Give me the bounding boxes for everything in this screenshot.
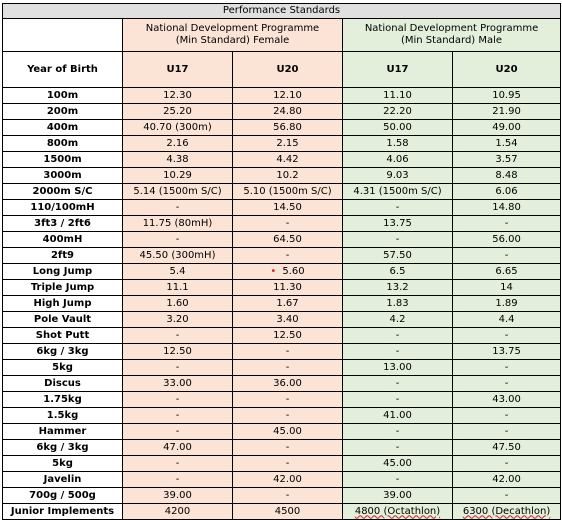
table-row (3, 136, 561, 152)
year-of-birth-label: Year of Birth (3, 52, 123, 88)
male-u17-cell: 45.00 (343, 456, 453, 472)
male-u20-cell (453, 504, 561, 520)
female-u17-cell: 5.14 (1500m S/C) (123, 184, 233, 200)
event-name-cell: 3ft3 / 2ft6 (3, 216, 123, 232)
female-u17-cell: 39.00 (123, 488, 233, 504)
female-u20-cell: - (233, 408, 343, 424)
event-name-cell: 6kg / 3kg (3, 344, 123, 360)
table-row (3, 296, 561, 312)
male-u20-cell: 14 (453, 280, 561, 296)
performance-standards-table (2, 3, 561, 520)
male-u17-cell: - (343, 344, 453, 360)
table-row (3, 104, 561, 120)
female-u20-cell: - (233, 392, 343, 408)
event-name-cell: 1500m (3, 152, 123, 168)
male-u20-cell: 42.00 (453, 472, 561, 488)
female-u17-cell: 47.00 (123, 440, 233, 456)
female-u17-cell: - (123, 360, 233, 376)
female-u17-cell: 4200 (123, 504, 233, 520)
female-u20-cell (233, 264, 343, 280)
male-u20-cell: 1.54 (453, 136, 561, 152)
female-u20-cell: - (233, 440, 343, 456)
male-u20-cell: - (453, 376, 561, 392)
programme-header-row (3, 19, 561, 52)
table-row (3, 376, 561, 392)
table-row (3, 152, 561, 168)
female-u20-cell: 5.10 (1500m S/C) (233, 184, 343, 200)
table-body (3, 4, 561, 520)
male-u17-cell: 41.00 (343, 408, 453, 424)
male-u17-cell: - (343, 424, 453, 440)
table-row (3, 312, 561, 328)
event-name-cell: 6kg / 3kg (3, 440, 123, 456)
female-u17-cell: 5.4 (123, 264, 233, 280)
table-row (3, 408, 561, 424)
table-row (3, 360, 561, 376)
male-u17-cell: 22.20 (343, 104, 453, 120)
male-u20-cell: 4.4 (453, 312, 561, 328)
male-u17-cell (343, 504, 453, 520)
male-header-line1: National Development Programme (364, 23, 539, 34)
male-u17-cell: 1.83 (343, 296, 453, 312)
male-u17-cell: 11.10 (343, 88, 453, 104)
female-programme-header (123, 19, 343, 52)
male-u20-cell: 47.50 (453, 440, 561, 456)
event-name-cell: 3000m (3, 168, 123, 184)
female-u17-cell: 2.16 (123, 136, 233, 152)
cell-value: 5.60 (282, 265, 305, 277)
female-u17-cell: 12.50 (123, 344, 233, 360)
table-row (3, 168, 561, 184)
female-u17-cell: 11.75 (80mH) (123, 216, 233, 232)
male-u20-cell: 49.00 (453, 120, 561, 136)
female-u17-cell: - (123, 472, 233, 488)
event-name-cell: 400m (3, 120, 123, 136)
male-u17-cell: - (343, 440, 453, 456)
male-u20-cell: 10.95 (453, 88, 561, 104)
male-u20-cell: - (453, 360, 561, 376)
female-u17-cell: 10.29 (123, 168, 233, 184)
female-u20-cell: 3.40 (233, 312, 343, 328)
table-row (3, 440, 561, 456)
event-name-cell: Shot Putt (3, 328, 123, 344)
female-u17-cell: 33.00 (123, 376, 233, 392)
female-header-line2: (Min Standard) Female (175, 35, 290, 46)
female-u20-header: U20 (233, 52, 343, 88)
male-u17-cell: 39.00 (343, 488, 453, 504)
event-name-cell: 1.75kg (3, 392, 123, 408)
female-u17-cell: - (123, 328, 233, 344)
female-u20-cell: - (233, 360, 343, 376)
table-row (3, 280, 561, 296)
table-row (3, 216, 561, 232)
female-u20-cell: 2.15 (233, 136, 343, 152)
event-name-cell: 5kg (3, 456, 123, 472)
event-name-cell: 700g / 500g (3, 488, 123, 504)
male-u20-cell: - (453, 424, 561, 440)
male-u20-cell: - (453, 408, 561, 424)
age-header-row (3, 52, 561, 88)
female-u20-cell: - (233, 216, 343, 232)
table-row (3, 456, 561, 472)
male-u17-cell: - (343, 376, 453, 392)
female-u20-cell: - (233, 488, 343, 504)
event-name-cell: 800m (3, 136, 123, 152)
female-u17-cell: - (123, 392, 233, 408)
event-name-cell: Triple Jump (3, 280, 123, 296)
male-u20-cell: 43.00 (453, 392, 561, 408)
female-header-line1: National Development Programme (145, 23, 320, 34)
female-u17-cell: - (123, 424, 233, 440)
male-u20-cell: 14.80 (453, 200, 561, 216)
event-name-cell: 200m (3, 104, 123, 120)
blank-header-cell (3, 19, 123, 52)
table-row (3, 248, 561, 264)
table-row (3, 392, 561, 408)
table-row (3, 424, 561, 440)
male-u17-cell: - (343, 392, 453, 408)
female-u17-cell: 11.1 (123, 280, 233, 296)
event-name-cell: 400mH (3, 232, 123, 248)
female-u20-cell: 42.00 (233, 472, 343, 488)
female-u20-cell: - (233, 344, 343, 360)
male-programme-header (343, 19, 561, 52)
table-row (3, 232, 561, 248)
female-u20-cell: - (233, 456, 343, 472)
female-u20-cell: 12.10 (233, 88, 343, 104)
female-u20-cell: - (233, 248, 343, 264)
female-u20-cell: 45.00 (233, 424, 343, 440)
female-u20-cell: 1.67 (233, 296, 343, 312)
table-row (3, 488, 561, 504)
male-u20-header: U20 (453, 52, 561, 88)
male-u17-cell: - (343, 472, 453, 488)
female-u17-cell: 40.70 (300m) (123, 120, 233, 136)
male-u17-cell: 4.31 (1500m S/C) (343, 184, 453, 200)
table-row (3, 120, 561, 136)
female-u17-cell: 12.30 (123, 88, 233, 104)
male-u20-cell: - (453, 248, 561, 264)
female-u17-cell: - (123, 408, 233, 424)
event-name-cell: High Jump (3, 296, 123, 312)
event-name-cell: Pole Vault (3, 312, 123, 328)
male-u17-cell: 6.5 (343, 264, 453, 280)
cell-value: 4800 (Octathlon) (354, 505, 441, 517)
event-name-cell: 2000m S/C (3, 184, 123, 200)
female-u20-cell: 14.50 (233, 200, 343, 216)
male-u20-cell: - (453, 328, 561, 344)
female-u20-cell: 36.00 (233, 376, 343, 392)
event-name-cell: 110/100mH (3, 200, 123, 216)
male-u20-cell: 3.57 (453, 152, 561, 168)
table-row (3, 184, 561, 200)
male-u20-cell: 6.65 (453, 264, 561, 280)
male-u17-cell: 4.06 (343, 152, 453, 168)
female-u17-cell: 4.38 (123, 152, 233, 168)
male-u17-cell: 4.2 (343, 312, 453, 328)
table-row (3, 328, 561, 344)
male-u17-cell: 13.2 (343, 280, 453, 296)
table-row (3, 344, 561, 360)
male-u20-cell: 56.00 (453, 232, 561, 248)
event-name-cell: 100m (3, 88, 123, 104)
male-u17-cell: 9.03 (343, 168, 453, 184)
female-u17-cell: 45.50 (300mH) (123, 248, 233, 264)
male-u17-cell: 57.50 (343, 248, 453, 264)
male-u17-cell: - (343, 232, 453, 248)
male-u20-cell: - (453, 216, 561, 232)
female-u20-cell: 24.80 (233, 104, 343, 120)
female-u20-cell: 10.2 (233, 168, 343, 184)
male-u20-cell: 13.75 (453, 344, 561, 360)
table-row (3, 264, 561, 280)
cell-value: 6300 (Decathlon) (462, 505, 551, 517)
event-name-cell: 2ft9 (3, 248, 123, 264)
event-name-cell: 5kg (3, 360, 123, 376)
male-u17-cell: 13.75 (343, 216, 453, 232)
female-u20-cell: 4.42 (233, 152, 343, 168)
female-u20-cell: 12.50 (233, 328, 343, 344)
female-u17-cell: - (123, 456, 233, 472)
table-row (3, 200, 561, 216)
male-u20-cell: - (453, 456, 561, 472)
event-name-cell: Junior Implements (3, 504, 123, 520)
female-u17-cell: - (123, 232, 233, 248)
table-row (3, 472, 561, 488)
male-u17-header: U17 (343, 52, 453, 88)
table-row (3, 88, 561, 104)
female-u17-header: U17 (123, 52, 233, 88)
male-u17-cell: - (343, 200, 453, 216)
male-u20-cell: - (453, 488, 561, 504)
female-u17-cell: 25.20 (123, 104, 233, 120)
event-name-cell: Hammer (3, 424, 123, 440)
male-u20-cell: 6.06 (453, 184, 561, 200)
male-header-line2: (Min Standard) Male (400, 35, 503, 46)
event-name-cell: 1.5kg (3, 408, 123, 424)
male-u17-cell: 50.00 (343, 120, 453, 136)
male-u17-cell: 1.58 (343, 136, 453, 152)
table-title: Performance Standards (3, 4, 561, 19)
male-u20-cell: 21.90 (453, 104, 561, 120)
event-name-cell: Javelin (3, 472, 123, 488)
red-dot-mark: • (270, 265, 277, 277)
female-u17-cell: 1.60 (123, 296, 233, 312)
table-row (3, 504, 561, 520)
female-u20-cell: 4500 (233, 504, 343, 520)
female-u20-cell: 11.30 (233, 280, 343, 296)
female-u20-cell: 64.50 (233, 232, 343, 248)
event-name-cell: Long Jump (3, 264, 123, 280)
title-row (3, 4, 561, 19)
male-u17-cell: 13.00 (343, 360, 453, 376)
female-u17-cell: - (123, 200, 233, 216)
male-u17-cell: - (343, 328, 453, 344)
event-name-cell: Discus (3, 376, 123, 392)
female-u17-cell: 3.20 (123, 312, 233, 328)
female-u20-cell: 56.80 (233, 120, 343, 136)
male-u20-cell: 8.48 (453, 168, 561, 184)
male-u20-cell: 1.89 (453, 296, 561, 312)
